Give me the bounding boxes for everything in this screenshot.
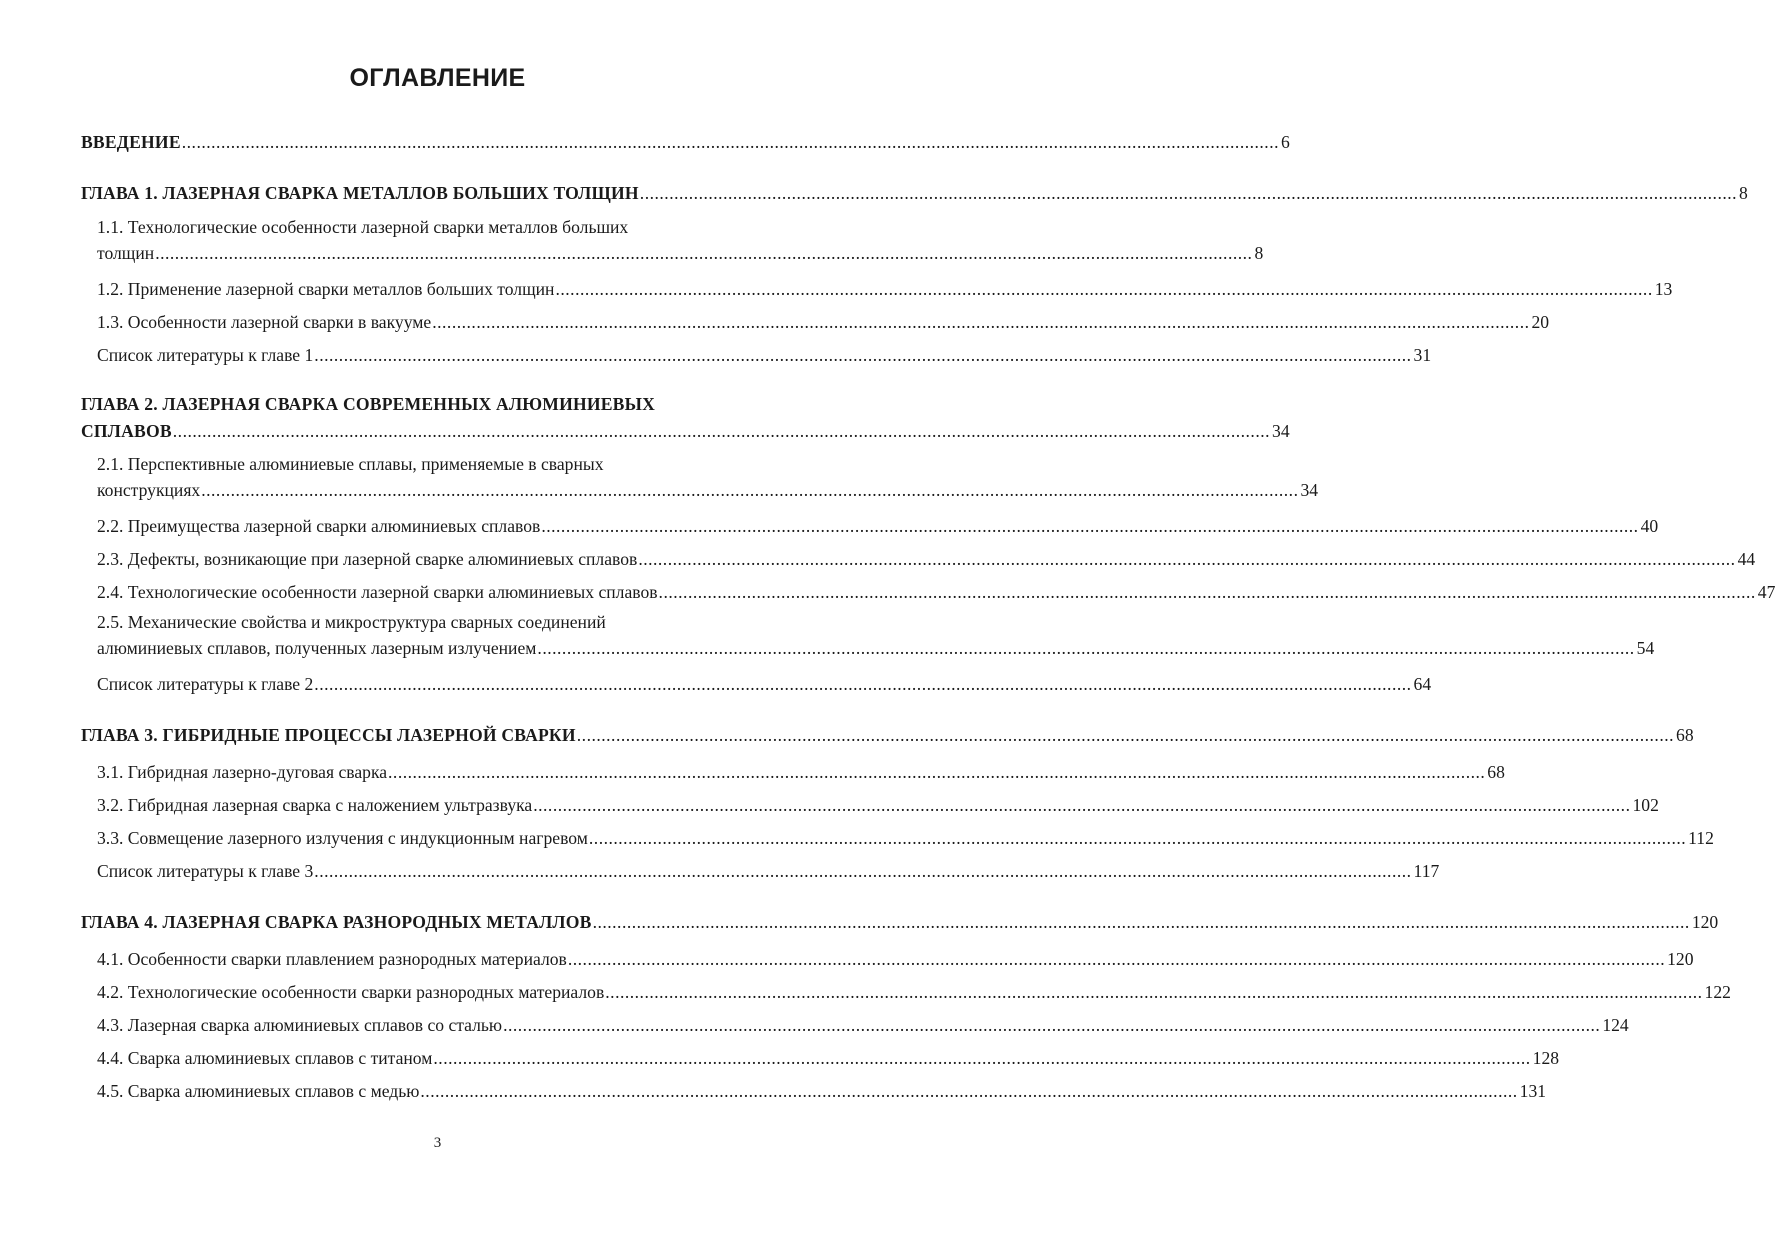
dot-leader xyxy=(503,1009,1600,1042)
toc-entry[interactable] xyxy=(97,756,1505,789)
toc-page-number: 54 xyxy=(1636,638,1655,658)
toc-entry-wrapped[interactable] xyxy=(97,214,1264,266)
toc-entry-label: Список литературы к главе 2 xyxy=(97,674,314,694)
dot-leader xyxy=(605,976,1702,1009)
toc-page-number: 112 xyxy=(1688,828,1714,848)
toc-entry[interactable] xyxy=(97,273,1673,306)
toc-chapter-heading[interactable] xyxy=(81,719,1694,752)
toc-subsection-list xyxy=(81,451,1775,701)
toc-page-number: 120 xyxy=(1691,912,1719,932)
toc-entry-label: 2.4. Технологические особенности лазерной сварки алюминиевых сплавов xyxy=(97,582,658,602)
toc-entry-label: 2.2. Преимущества лазерной сварки алюминиевых сплавов xyxy=(97,516,541,536)
toc-subsection-list xyxy=(81,943,1731,1108)
toc-entry-first-line: 2.5. Механические свойства и микроструктура сварных соединений xyxy=(97,612,606,632)
toc-entry-first-line: 2.1. Перспективные алюминиевые сплавы, применяемые в сварных xyxy=(97,454,604,474)
dot-leader xyxy=(182,126,1279,159)
toc-entry[interactable] xyxy=(97,822,1714,855)
toc-page-number: 8 xyxy=(1254,243,1264,263)
dot-leader xyxy=(420,1075,1517,1108)
dot-leader xyxy=(593,906,1690,939)
toc-entry[interactable] xyxy=(97,943,1694,976)
dot-leader xyxy=(537,635,1634,661)
toc-entry[interactable] xyxy=(97,668,1432,701)
toc-entry-label: толщин xyxy=(97,243,155,263)
toc-entry-wrapped[interactable] xyxy=(97,609,1655,661)
toc-page-number: 68 xyxy=(1487,762,1505,782)
toc-subsection-list xyxy=(81,214,1673,372)
toc-entry-label: 4.1. Особенности сварки плавлением разнородных материалов xyxy=(97,949,567,969)
toc-entry-label: 3.1. Гибридная лазерно-дуговая сварка xyxy=(97,762,388,782)
toc-entry[interactable] xyxy=(97,543,1756,576)
dot-leader xyxy=(433,1042,1530,1075)
dot-leader xyxy=(388,756,1485,789)
dot-leader xyxy=(638,543,1735,576)
dot-leader xyxy=(589,822,1686,855)
toc-entry-label: СПЛАВОВ xyxy=(81,421,172,441)
toc-entry[interactable] xyxy=(97,976,1731,1009)
page-title: ОГЛАВЛЕНИЕ xyxy=(349,64,526,92)
toc-page-number: 34 xyxy=(1300,480,1319,500)
toc-entry[interactable] xyxy=(97,1042,1560,1075)
toc-entry-label: Список литературы к главе 1 xyxy=(97,345,314,365)
dot-leader xyxy=(541,510,1638,543)
toc-entry-label: ГЛАВА 1. ЛАЗЕРНАЯ СВАРКА МЕТАЛЛОВ БОЛЬШИХ ТОЛЩИН xyxy=(81,183,639,203)
toc-chapter-4 xyxy=(81,906,1731,1108)
toc-page-number: 20 xyxy=(1531,312,1550,332)
page-number: 3 xyxy=(433,1135,442,1151)
toc-entry-label: 1.2. Применение лазерной сварки металлов больших толщин xyxy=(97,279,555,299)
toc-entry-label: конструкциях xyxy=(97,480,201,500)
toc-chapter-2 xyxy=(81,390,1775,701)
toc-page-number: 31 xyxy=(1413,345,1432,365)
toc-page-number: 6 xyxy=(1281,132,1290,152)
toc-chapter-1 xyxy=(81,177,1748,372)
toc-entry-first-line: ГЛАВА 2. ЛАЗЕРНАЯ СВАРКА СОВРЕМЕННЫХ АЛЮМИНИЕВЫХ xyxy=(81,394,655,414)
toc-entry-label: ВВЕДЕНИЕ xyxy=(81,132,181,152)
dot-leader xyxy=(659,576,1756,609)
dot-leader xyxy=(555,273,1652,306)
toc-page-number: 68 xyxy=(1676,725,1694,745)
toc-entry-label: 1.3. Особенности лазерной сварки в вакууме xyxy=(97,312,432,332)
dot-leader xyxy=(533,789,1630,822)
toc-entry[interactable] xyxy=(97,1075,1547,1108)
dot-leader xyxy=(640,177,1737,210)
toc-page-number: 128 xyxy=(1532,1048,1560,1068)
toc-entry-label: 4.2. Технологические особенности сварки разнородных материалов xyxy=(97,982,605,1002)
table-of-contents xyxy=(81,126,1775,1126)
toc-page-number: 102 xyxy=(1632,795,1659,815)
dot-leader xyxy=(432,306,1529,339)
toc-page-number: 8 xyxy=(1739,183,1748,203)
toc-entry-wrapped[interactable] xyxy=(97,451,1319,503)
toc-entry-label: 4.3. Лазерная сварка алюминиевых сплавов со сталью xyxy=(97,1015,503,1035)
toc-intro-block xyxy=(81,126,1290,159)
dot-leader xyxy=(155,240,1252,266)
toc-entry[interactable] xyxy=(97,1009,1629,1042)
toc-entry-label: 4.5. Сварка алюминиевых сплавов с медью xyxy=(97,1081,420,1101)
toc-page-number: 131 xyxy=(1519,1081,1547,1101)
toc-entry-label: ГЛАВА 3. ГИБРИДНЫЕ ПРОЦЕССЫ ЛАЗЕРНОЙ СВАРКИ xyxy=(81,725,576,745)
toc-entry-intro[interactable] xyxy=(81,126,1290,159)
toc-entry-label: Список литературы к главе 3 xyxy=(97,861,314,881)
toc-page-number: 122 xyxy=(1704,982,1731,1002)
toc-page-number: 120 xyxy=(1667,949,1694,969)
toc-entry[interactable] xyxy=(97,576,1775,609)
toc-entry-first-line: 1.1. Технологические особенности лазерной сварки металлов больших xyxy=(97,217,629,237)
toc-chapter-heading[interactable] xyxy=(81,177,1748,210)
toc-entry-label: 4.4. Сварка алюминиевых сплавов с титаном xyxy=(97,1048,433,1068)
toc-page-number: 13 xyxy=(1654,279,1673,299)
dot-leader xyxy=(314,668,1411,701)
toc-page-number: 34 xyxy=(1272,421,1290,441)
toc-page-number: 124 xyxy=(1602,1015,1629,1035)
toc-entry-label: 3.3. Совмещение лазерного излучения с индукционным нагревом xyxy=(97,828,588,848)
toc-page-number: 64 xyxy=(1413,674,1432,694)
toc-entry[interactable] xyxy=(97,855,1440,888)
dot-leader xyxy=(568,943,1665,976)
toc-page-number: 117 xyxy=(1413,861,1440,881)
dot-leader xyxy=(314,855,1411,888)
toc-chapter-heading[interactable] xyxy=(81,906,1719,939)
dot-leader xyxy=(314,339,1411,372)
toc-page-number: 40 xyxy=(1640,516,1659,536)
toc-page-number: 44 xyxy=(1737,549,1756,569)
dot-leader xyxy=(173,418,1270,444)
toc-entry-label: ГЛАВА 4. ЛАЗЕРНАЯ СВАРКА РАЗНОРОДНЫХ МЕТАЛЛОВ xyxy=(81,912,592,932)
toc-entry[interactable] xyxy=(97,339,1432,372)
toc-entry-label: 3.2. Гибридная лазерная сварка с наложением ультразвука xyxy=(97,795,533,815)
toc-subsection-list xyxy=(81,756,1714,888)
toc-chapter-3 xyxy=(81,719,1714,888)
toc-page-number: 47 xyxy=(1757,582,1775,602)
toc-entry-label: алюминиевых сплавов, полученных лазерным излучением xyxy=(97,638,537,658)
dot-leader xyxy=(201,477,1298,503)
toc-entry[interactable] xyxy=(97,306,1550,339)
toc-chapter-heading[interactable] xyxy=(81,390,1290,444)
dot-leader xyxy=(577,719,1674,752)
toc-entry-label: 2.3. Дефекты, возникающие при лазерной сварке алюминиевых сплавов xyxy=(97,549,638,569)
toc-entry[interactable] xyxy=(97,510,1659,543)
toc-entry[interactable] xyxy=(97,789,1659,822)
